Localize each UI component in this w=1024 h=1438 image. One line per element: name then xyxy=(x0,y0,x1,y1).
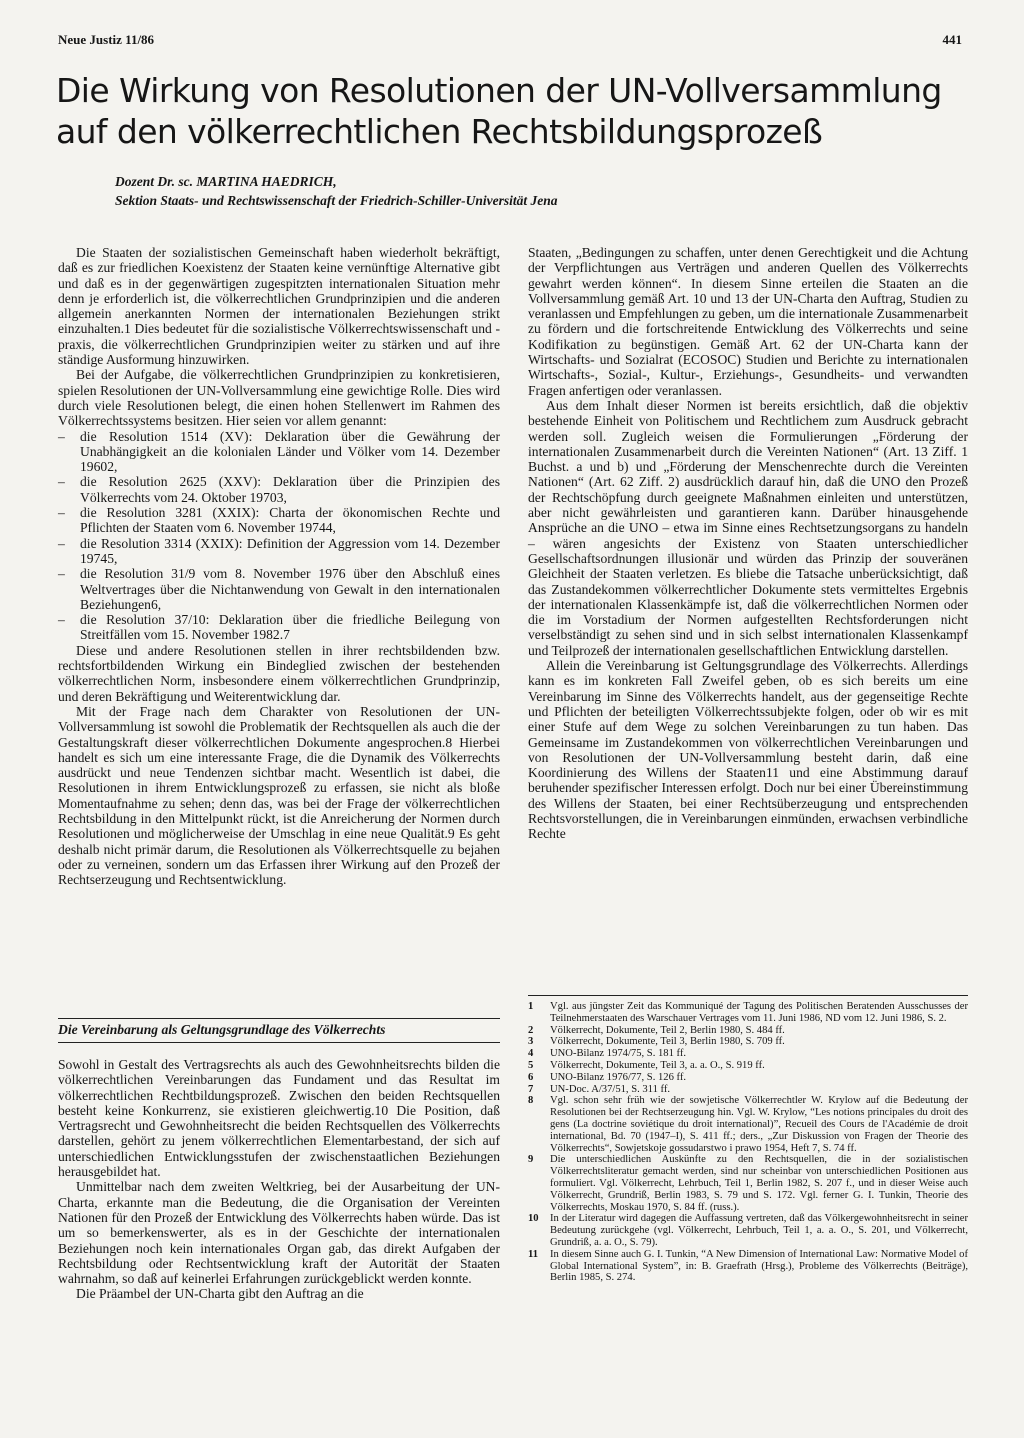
author-name: Dozent Dr. sc. MARTINA HAEDRICH, xyxy=(115,174,337,189)
footnote-text: Völkerrecht, Dokumente, Teil 3, a. a. O., S. 919 ff. xyxy=(550,1059,765,1071)
footnote xyxy=(528,1249,968,1284)
footnote xyxy=(528,1036,968,1048)
footnote xyxy=(528,1213,968,1248)
footnote-text: Vgl. aus jüngster Zeit das Kommuniqué der Tagung des Politischen Beratenden Ausschusses der Teilnehmerstaaten des Warschauer Vertrages vom 11. Juni 1986, ND vom 12. Juni 1986, S. 2. xyxy=(550,1001,968,1024)
footnote-number: 2 xyxy=(528,1024,534,1036)
footnote-text: UNO-Bilanz 1976/77, S. 126 ff. xyxy=(550,1071,687,1083)
author-affiliation: Sektion Staats- und Rechtswissenschaft der Friedrich-Schiller-Universität Jena xyxy=(115,193,558,208)
footnote xyxy=(528,1072,968,1084)
footnote xyxy=(528,1001,968,1025)
paragraph: Sowohl in Gestalt des Vertragsrechts als auch des Gewohnheitsrechts bilden die völkerrechtlichen Vereinbarungen das Fundament und das Resultat im völkerrechtlichen Rechtbildungsprozeß. Zwischen den beiden Rechtsquellen besteht keine Konkurrenz, sie existieren gleichwertig.10 Die Position, daß Vertragsrecht und Gewohnheitsrecht die beiden Rechtsquellen des Völkerrechts darstellen, gehört zu jenem völkerrechtlichen Elementarbestand, der sich auf unterschiedlichen Entwicklungsstufen der zwischenstaatlichen Beziehungen herausgebildet hat. xyxy=(58,1057,500,1180)
byline xyxy=(115,172,558,210)
paragraph: Die Staaten der sozialistischen Gemeinschaft haben wiederholt bekräftigt, daß es zur friedlichen Koexistenz der Staaten keine vernünftige Alternative gibt und daß es in der gegenwärtigen zugespitzten internationalen Situation mehr denn je erforderlich ist, die völkerrechtlichen Grundprinzipien und die anderen allgemein anerkannten Normen der internationalen Beziehungen strikt einzuhalten.1 Dies bedeutet für die sozialistische Völkerrechtswissenschaft und -praxis, die völkerrechtlichen Grundprinzipien weiter zu stärken und auf ihre ständige Ausformung hinzuwirken. xyxy=(58,245,500,368)
footnote-divider xyxy=(528,995,968,996)
footnote-number: 9 xyxy=(528,1154,534,1166)
list-item: – die Resolution 2625 (XXV): Deklaration über die Prinzipien des Völkerrechts vom 24. Oktober 19703, xyxy=(58,474,500,505)
footnote-text: In der Literatur wird dagegen die Auffassung vertreten, daß das Völkergewohnheitsrecht in seiner Bedeutung zurückgehe (vgl. Völkerrecht, Lehrbuch, Teil 1, a. a. O., S. 201, und Völkerrecht, Grundriß, a. a. O., S. 79). xyxy=(550,1213,968,1248)
resolution-list xyxy=(58,429,500,643)
left-column-body xyxy=(58,245,500,887)
footnote-number: 3 xyxy=(528,1036,534,1048)
paragraph: Mit der Frage nach dem Charakter von Resolutionen der UN-Vollversammlung ist sowohl die Problematik der Rechtsquellen als auch die der Gestaltungskraft dieser völkerrechtlichen Dokumente angesprochen.8 Hierbei handelt es sich um eine interessante Frage, die die Dynamik des Völkerrechts ausdrückt und neue Tendenzen sichtbar macht. Wesentlich ist dabei, die Resolutionen in ihrem Entwicklungsprozeß zu erfassen, sie nicht als bloße Momentaufnahme zu sehen; denn das, was bei der Frage der völkerrechtlichen Rechtsbildung in den Mittelpunkt rückt, ist die Anreicherung der Normen durch Resolutionen und möglicherweise der Umschlag in eine neue Qualität.9 Es geht deshalb nicht primär darum, die Resolutionen als Völkerrechtsquelle zu bejahen oder zu verneinen, sondern um das Erfassen ihrer Wirkung auf den Prozeß der Rechtserzeugung und Rechtsentwicklung. xyxy=(58,703,500,888)
footnote-text: Völkerrecht, Dokumente, Teil 3, Berlin 1980, S. 709 ff. xyxy=(550,1036,785,1048)
footnote-number: 5 xyxy=(528,1059,534,1071)
footnote xyxy=(528,1084,968,1096)
journal-running-head: Neue Justiz 11/86 xyxy=(58,32,155,47)
footnote-text: Vgl. schon sehr früh wie der sowjetische Völkerrechtler W. Krylow auf die Bedeutung der Resolutionen bei der Rechtserzeugung hin. Vgl. W. Krylow, “Les notions principales du droit des gens (La doctrine soviétique du droit international)”, Recueil des Cours de l'Académie de droit international, Bd. 70 (1947–I), S. 411 ff.; ders., „Zur Diskussion von Fragen der Theorie des Völkerrechts“, Sowjetskoje gossudarstwo i prawo 1954, Heft 7, S. 74 ff. xyxy=(550,1095,968,1154)
footnote-number: 7 xyxy=(528,1083,534,1095)
section-divider xyxy=(58,1018,500,1019)
paragraph: Unmittelbar nach dem zweiten Weltkrieg, bei der Ausarbeitung der UN-Charta, erkannte man die Bedeutung, die die Organisation der Vereinten Nationen für den Prozeß der Entwicklung des Völkerrechts haben würde. Das ist um so bemerkenswerter, als es in der Geschichte der internationalen Beziehungen noch kein internationales Organ gab, das direkt Aufgaben der Rechtsbildung oder Rechtsentwicklung kraft der Autorität der Staaten wahrnahm, so daß auf keinerlei Erfahrungen zurückgeblickt werden konnte. xyxy=(58,1179,500,1287)
title-line-1: Die Wirkung von Resolutionen der UN-Vollversammlung xyxy=(56,71,942,110)
right-column-body xyxy=(528,245,968,842)
list-item: – die Resolution 1514 (XV): Deklaration über die Gewährung der Unabhängigkeit an die kolonialen Länder und Völker vom 14. Dezember 19602, xyxy=(58,429,500,475)
footnote-number: 4 xyxy=(528,1048,534,1060)
footnote-number: 8 xyxy=(528,1095,534,1107)
section-divider xyxy=(58,1042,500,1043)
footnote xyxy=(528,1048,968,1060)
footnote xyxy=(528,1025,968,1037)
footnote-text: Die unterschiedlichen Auskünfte zu den Rechtsquellen, die in der sozialistischen Völkerrechtsliteratur gemacht werden, sind nur scheinbar von unterschiedlichen Positionen aus formuliert. Vgl. Völkerrecht, Lehrbuch, Teil 1, Berlin 1982, S. 207 f., und in dieser Weise auch Völkerrecht, Grundriß, Berlin 1983, S. 79 und S. 172. Vgl. ferner G. I. Tunkin, Theorie des Völkerrechts, Moskau 1970, S. 84 ff. (russ.). xyxy=(550,1154,968,1213)
footnote-text: Völkerrecht, Dokumente, Teil 2, Berlin 1980, S. 484 ff. xyxy=(550,1024,785,1036)
article-title xyxy=(56,70,976,152)
footnote-text: UNO-Bilanz 1974/75, S. 181 ff. xyxy=(550,1048,687,1060)
section-heading: Die Vereinbarung als Geltungsgrundlage des Völkerrechts xyxy=(58,1022,386,1037)
footnote-number: 6 xyxy=(528,1071,534,1083)
footnotes xyxy=(528,1001,968,1284)
footnote-number: 1 xyxy=(528,1001,534,1012)
list-item: – die Resolution 3314 (XXIX): Definition der Aggression vom 14. Dezember 19745, xyxy=(58,536,500,567)
paragraph: Diese und andere Resolutionen stellen in ihrer rechtsbildenden bzw. rechtsfortbildenden Wirkung ein Bindeglied zwischen der bestehenden völkerrechtlichen Norm, insbesondere einem völkerrechtlichen Grundprinzip, und deren Bekräftigung und Weiterentwicklung dar. xyxy=(58,642,500,704)
page-number: 441 xyxy=(942,32,962,47)
footnote-text: UN-Doc. A/37/51, S. 311 ff. xyxy=(550,1083,671,1095)
footnote-text: In diesem Sinne auch G. I. Tunkin, “A New Dimension of International Law: Normative Model of Global International System”, in: B. Graefrath (Hrsg.), Probleme des Völkerrechts (Beiträge), Berlin 1985, S. 274. xyxy=(550,1248,968,1284)
footnote-number: 10 xyxy=(528,1213,539,1225)
paragraph: Allein die Vereinbarung ist Geltungsgrundlage des Völkerrechts. Allerdings kann es im konkreten Fall Zweifel geben, ob es sich bereits um eine Vereinbarung im Sinne des Völkerrechts handelt, aus der gegenseitige Rechte und Pflichten der beteiligten Völkerrechtssubjekte folgen, oder ob wir es mit einer Stufe auf dem Wege zu solchen Vereinbarungen zu tun haben. Das Gemeinsame im Zustandekommen von völkerrechtlichen Vereinbarungen und von Resolutionen der UN-Vollversammlung besteht darin, daß eine Koordinierung des Willens der Staaten11 und eine Abstimmung darauf beruhender spezifischer Interessen erfolgt. Doch nur bei einer Übereinstimmung des Willens der Staaten, bei einer Rechtsüberzeugung und entsprechenden Rechtsvorstellungen, die in Vereinbarungen einmünden, erwachsen verbindliche Rechte xyxy=(528,658,968,842)
list-item: – die Resolution 3281 (XXIX): Charta der ökonomischen Rechte und Pflichten der Staaten vom 6. November 19744, xyxy=(58,505,500,536)
paragraph: Bei der Aufgabe, die völkerrechtlichen Grundprinzipien zu konkretisieren, spielen Resolutionen der UN-Vollversammlung eine gewichtige Rolle. Dies wird durch viele Resolutionen belegt, die einen hohen Stellenwert im Rahmen des Völkerrechtssystems besitzen. Hier seien vor allem genannt: xyxy=(58,367,500,429)
footnote xyxy=(528,1095,968,1154)
list-item: – die Resolution 31/9 vom 8. November 1976 über den Abschluß eines Weltvertrages über die Nichtanwendung von Gewalt in den internationalen Beziehungen6, xyxy=(58,566,500,612)
paragraph: Staaten, „Bedingungen zu schaffen, unter denen Gerechtigkeit und die Achtung der Verpflichtungen aus Verträgen und anderen Quellen des Völkerrechts gewahrt werden können“. In diesem Sinne erteilen die Staaten an die Vollversammlung gemäß Art. 10 und 13 der UN-Charta den Auftrag, Studien zu veranlassen und Empfehlungen zu geben, um die internationale Zusammenarbeit zu fördern und die fortschreitende Entwicklung des Völkerrechts und seine Kodifikation zu begünstigen. Gemäß Art. 62 der UN-Charta kann der Wirtschafts- und Sozialrat (ECOSOC) Studien und Berichte zu internationalen Wirtschafts-, Sozial-, Kultur-, Erziehungs-, Gesundheits- und verwandten Fragen anfertigen oder veranlassen. xyxy=(528,245,968,398)
footnote-number: 11 xyxy=(528,1248,539,1260)
footnote xyxy=(528,1154,968,1213)
paragraph: Aus dem Inhalt dieser Normen ist bereits ersichtlich, daß die objektiv bestehende Einheit von Politischem und Rechtlichem zum Ausdruck gebracht werden soll. Zugleich weisen die Formulierungen „Förderung der internationalen Zusammenarbeit durch die Vereinten Nationen“ (Art. 13 Ziff. 1 Buchst. a und b) und „Förderung der Menschenrechte durch die Vereinten Nationen“ (Art. 62 Ziff. 2) ausdrücklich darauf hin, daß die UNO den Prozeß der Rechtschöpfung durch geeignete Maßnahmen einleiten und unterstützen, aber nicht gewährleisten und garantieren kann. Darüber hinausgehende Ansprüche an die UNO – etwa im Sinne eines Rechtsetzungsorgans zu handeln – wären angesichts der Existenz von Staaten unterschiedlicher Gesellschaftsordnungen illusionär und würden das Prinzip der souveränen Gleichheit der Staaten verletzen. Es bliebe die Tatsache unberücksichtigt, daß das Zustandekommen völkerrechtlicher Dokumente stets vermitteltes Ergebnis der internationalen Klassenkämpfe ist, daß die völkerrechtlichen Normen oder die im Vorstadium der Normen aufgestellten Rechtsforderungen nicht verselbständigt zu sehen sind und in sich selbst internationalen Klassenkampf und Teilprozeß der internationalen gesellschaftlichen Entwicklung darstellen. xyxy=(528,397,968,658)
footnote xyxy=(528,1060,968,1072)
paragraph: Die Präambel der UN-Charta gibt den Auftrag an die xyxy=(76,1286,364,1302)
list-item: – die Resolution 37/10: Deklaration über die friedliche Beilegung von Streitfällen vom 15. November 1982.7 xyxy=(58,612,500,643)
title-line-2: auf den völkerrechtlichen Rechtsbildungsprozeß xyxy=(56,112,823,151)
left-column-section-body xyxy=(58,1057,500,1302)
